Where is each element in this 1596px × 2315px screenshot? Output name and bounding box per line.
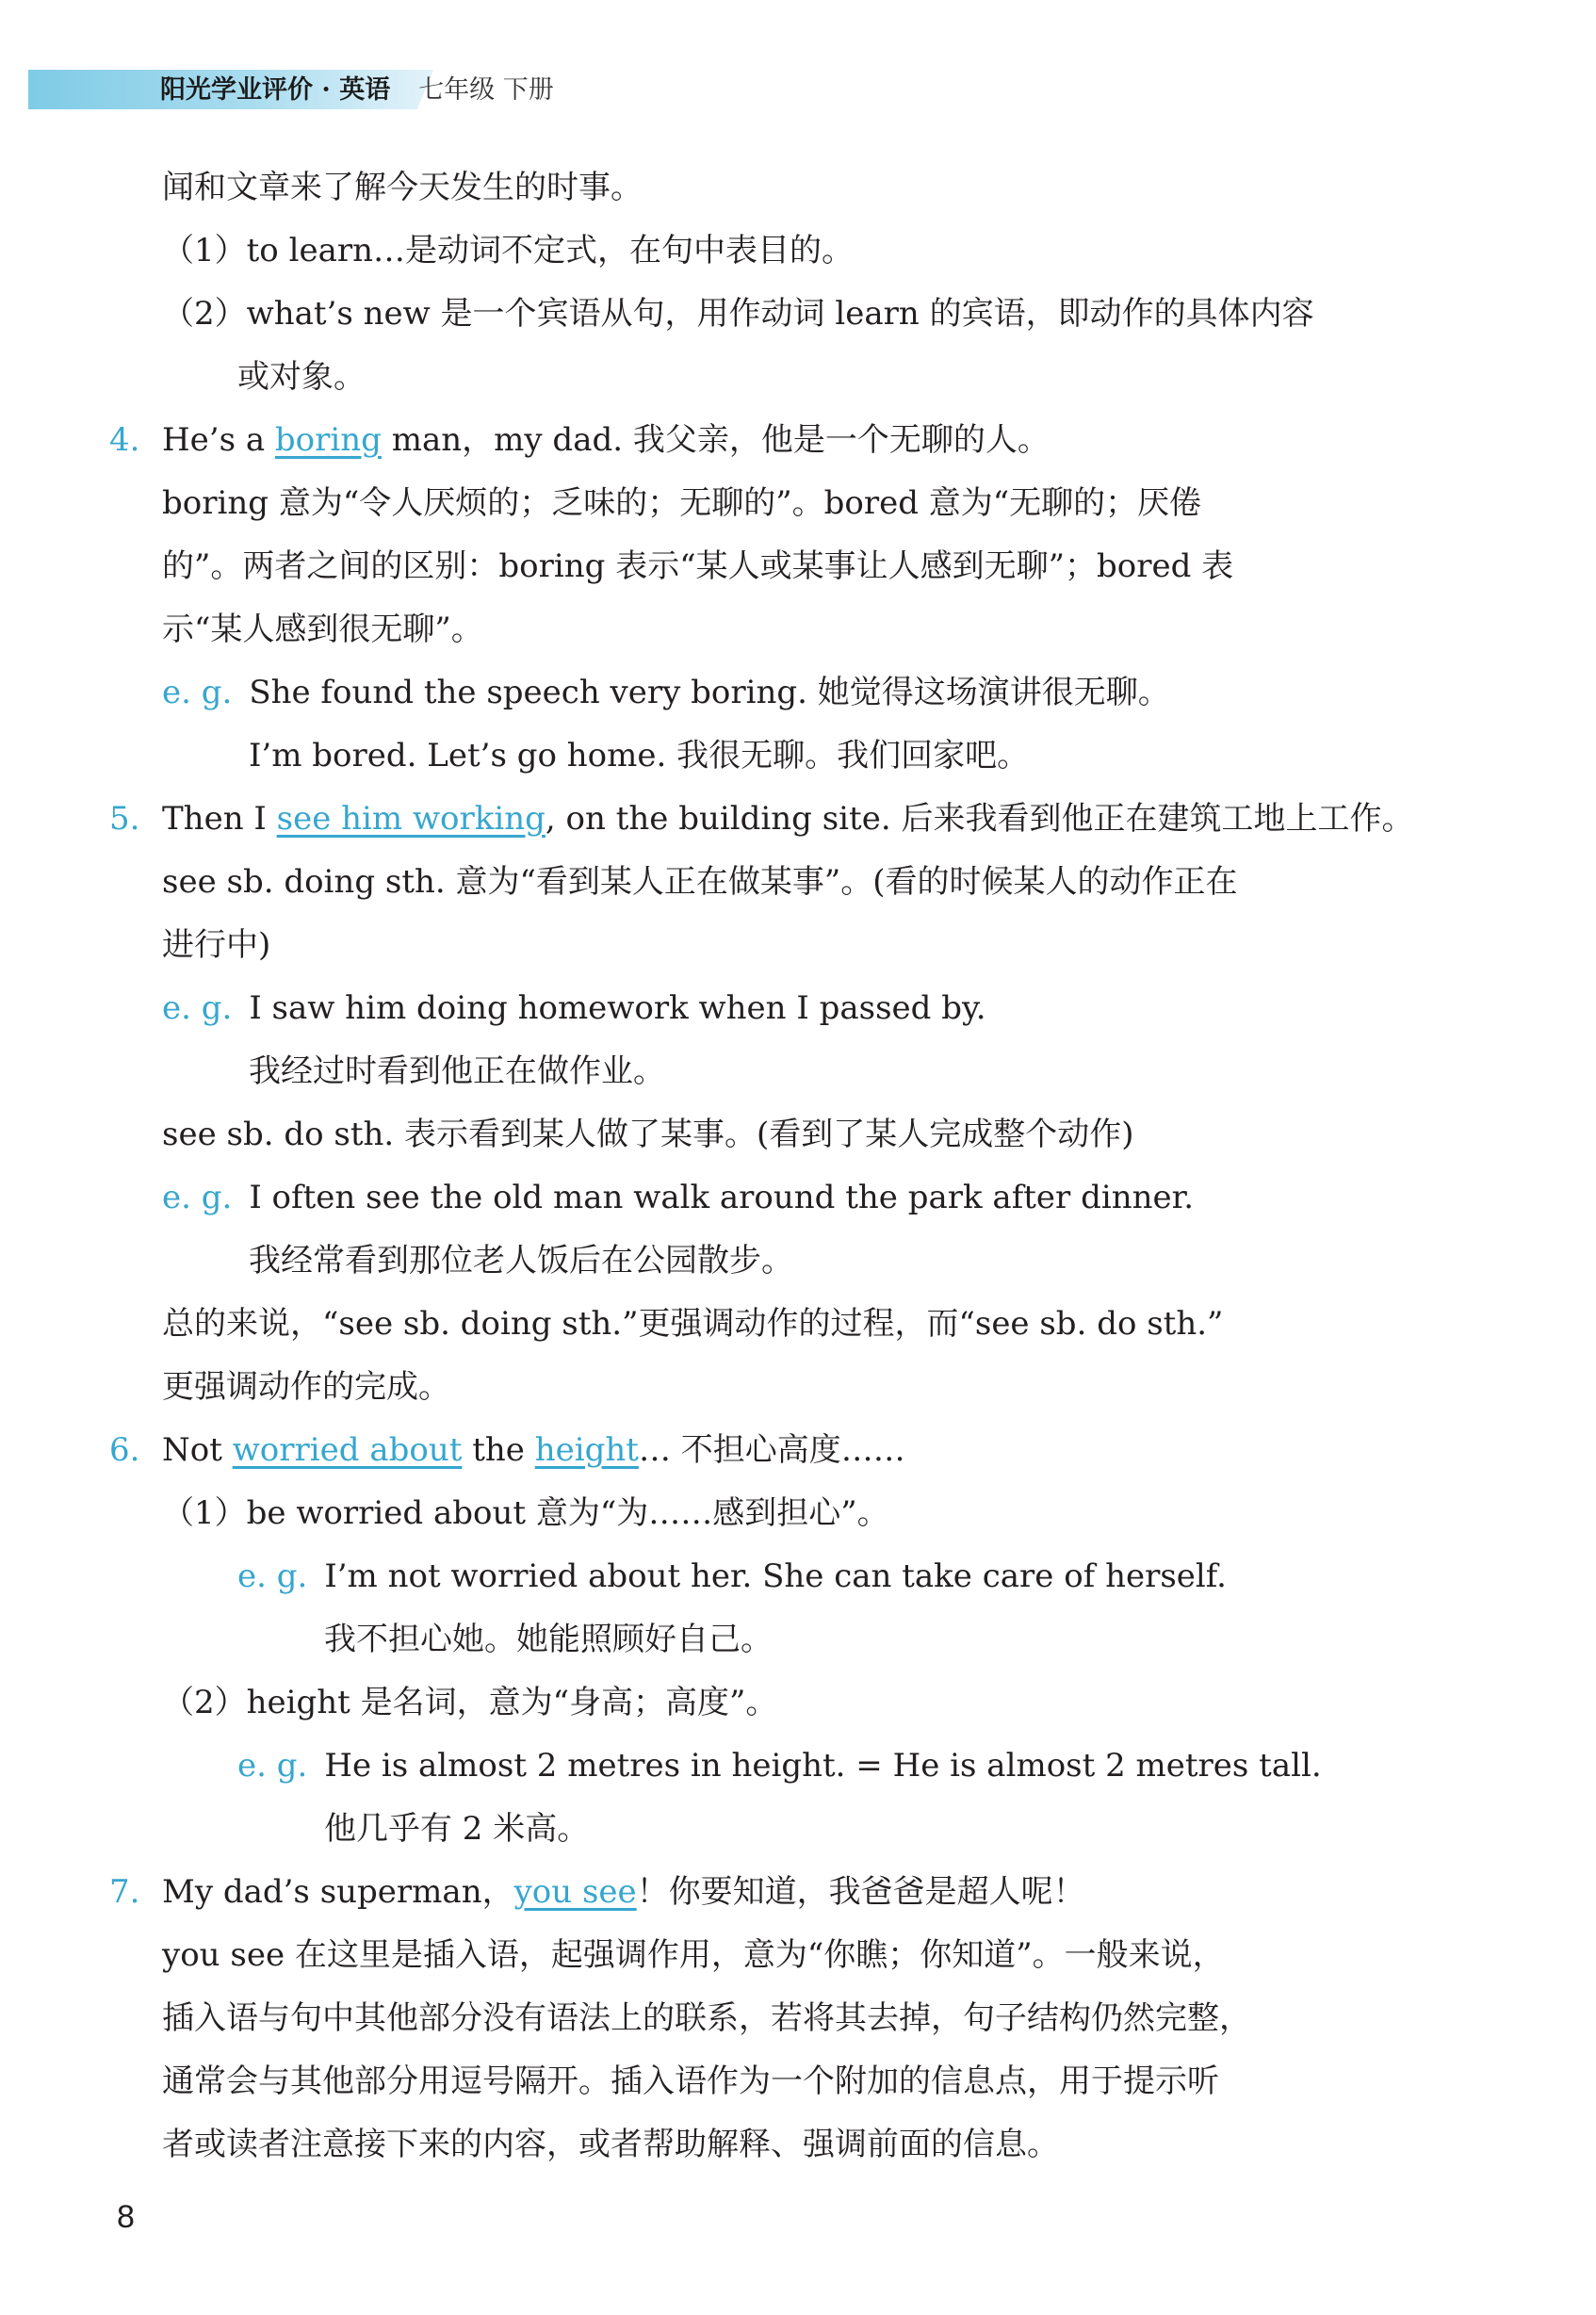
text-line: 进行中) bbox=[162, 926, 271, 964]
text-line: 者或读者注意接下来的内容，或者帮助解释、强调前面的信息。 bbox=[162, 2126, 1059, 2163]
item-5-heading: 5. Then I see him working, on the building site. 后来我看到他正在建筑工地上工作。 bbox=[162, 788, 1481, 851]
highlighted-answer: see him working bbox=[276, 800, 546, 838]
example-line: 我经过时看到他正在做作业。 bbox=[249, 1052, 665, 1090]
text-line: 通常会与其他部分用逗号隔开。插入语作为一个附加的信息点，用于提示听 bbox=[162, 2062, 1219, 2100]
text-line: （1）to learn…是动词不定式，在句中表目的。 bbox=[162, 232, 854, 269]
page-number: 8 bbox=[117, 2199, 135, 2235]
text-line: 总的来说，“see sb. doing sth.”更强调动作的过程，而“see sb. do sth.” bbox=[162, 1305, 1224, 1343]
item-number: 4. bbox=[109, 421, 140, 459]
text-line: 的”。两者之间的区别：boring 表示“某人或某事让人感到无聊”；bored 表 bbox=[162, 547, 1234, 585]
item-4-heading: 4. He’s a boring man，my dad. 我父亲，他是一个无聊的人。 bbox=[162, 409, 1481, 472]
example-line: e. g. She found the speech very boring. 她觉得这场演讲很无聊。 bbox=[162, 674, 1170, 711]
highlighted-answer: height bbox=[534, 1431, 639, 1469]
text-line: （2）what’s new 是一个宾语从句，用作动词 learn 的宾语，即动作的具体内容 bbox=[162, 295, 1314, 333]
highlighted-answer: you see bbox=[513, 1873, 637, 1911]
highlighted-answer: boring bbox=[274, 421, 382, 459]
eg-label: e. g. bbox=[237, 1557, 308, 1595]
example-line: e. g. He is almost 2 metres in height. = He is almost 2 metres tall. bbox=[237, 1747, 1322, 1785]
text-line: 闻和文章来了解今天发生的时事。 bbox=[162, 169, 643, 206]
example-line: I’m bored. Let’s go home. 我很无聊。我们回家吧。 bbox=[249, 737, 1030, 774]
text-line: （1）be worried about 意为“为……感到担心”。 bbox=[162, 1494, 889, 1532]
highlighted-answer: worried about bbox=[232, 1431, 463, 1469]
item-number: 6. bbox=[109, 1431, 140, 1469]
item-7-heading: 7. My dad’s superman，you see！你要知道，我爸爸是超人呢！ bbox=[162, 1861, 1481, 1924]
example-line: 我经常看到那位老人饭后在公园散步。 bbox=[249, 1242, 793, 1280]
eg-label: e. g. bbox=[237, 1747, 308, 1785]
item-number: 5. bbox=[109, 800, 140, 838]
example-line: e. g. I often see the old man walk around the park after dinner. bbox=[162, 1179, 1194, 1216]
text-line: you see 在这里是插入语，起强调作用，意为“你瞧；你知道”。一般来说， bbox=[162, 1936, 1225, 1974]
item-6-heading: 6. Not worried about the height… 不担心高度…… bbox=[162, 1419, 1481, 1482]
text-line: （2）height 是名词，意为“身高；高度”。 bbox=[162, 1684, 778, 1721]
text-line: see sb. doing sth. 意为“看到某人正在做某事”。(看的时候某人的动作正在 bbox=[162, 863, 1238, 901]
example-line: 他几乎有 2 米高。 bbox=[324, 1810, 590, 1848]
page-body bbox=[109, 156, 1481, 2176]
text-line: boring 意为“令人厌烦的；乏味的；无聊的”。bored 意为“无聊的；厌倦 bbox=[162, 484, 1202, 522]
text-line: 或对象。 bbox=[237, 358, 366, 396]
eg-label: e. g. bbox=[162, 674, 233, 711]
running-header bbox=[160, 72, 554, 109]
book-series-title: 阳光学业评价 · 英语 bbox=[160, 75, 391, 105]
text-line: 更强调动作的完成。 bbox=[162, 1368, 450, 1406]
example-line: 我不担心她。她能照顾好自己。 bbox=[324, 1621, 773, 1658]
eg-label: e. g. bbox=[162, 989, 233, 1027]
item-number: 7. bbox=[109, 1873, 140, 1911]
text-line: 示“某人感到很无聊”。 bbox=[162, 611, 483, 648]
book-grade: 七年级 下册 bbox=[418, 75, 554, 105]
example-line: e. g. I saw him doing homework when I passed by. bbox=[162, 989, 986, 1027]
eg-label: e. g. bbox=[162, 1179, 233, 1216]
text-line: 插入语与句中其他部分没有语法上的联系，若将其去掉，句子结构仍然完整， bbox=[162, 1999, 1251, 2037]
example-line: e. g. I’m not worried about her. She can take care of herself. bbox=[237, 1557, 1227, 1595]
text-line: see sb. do sth. 表示看到某人做了某事。(看到了某人完成整个动作) bbox=[162, 1116, 1134, 1153]
